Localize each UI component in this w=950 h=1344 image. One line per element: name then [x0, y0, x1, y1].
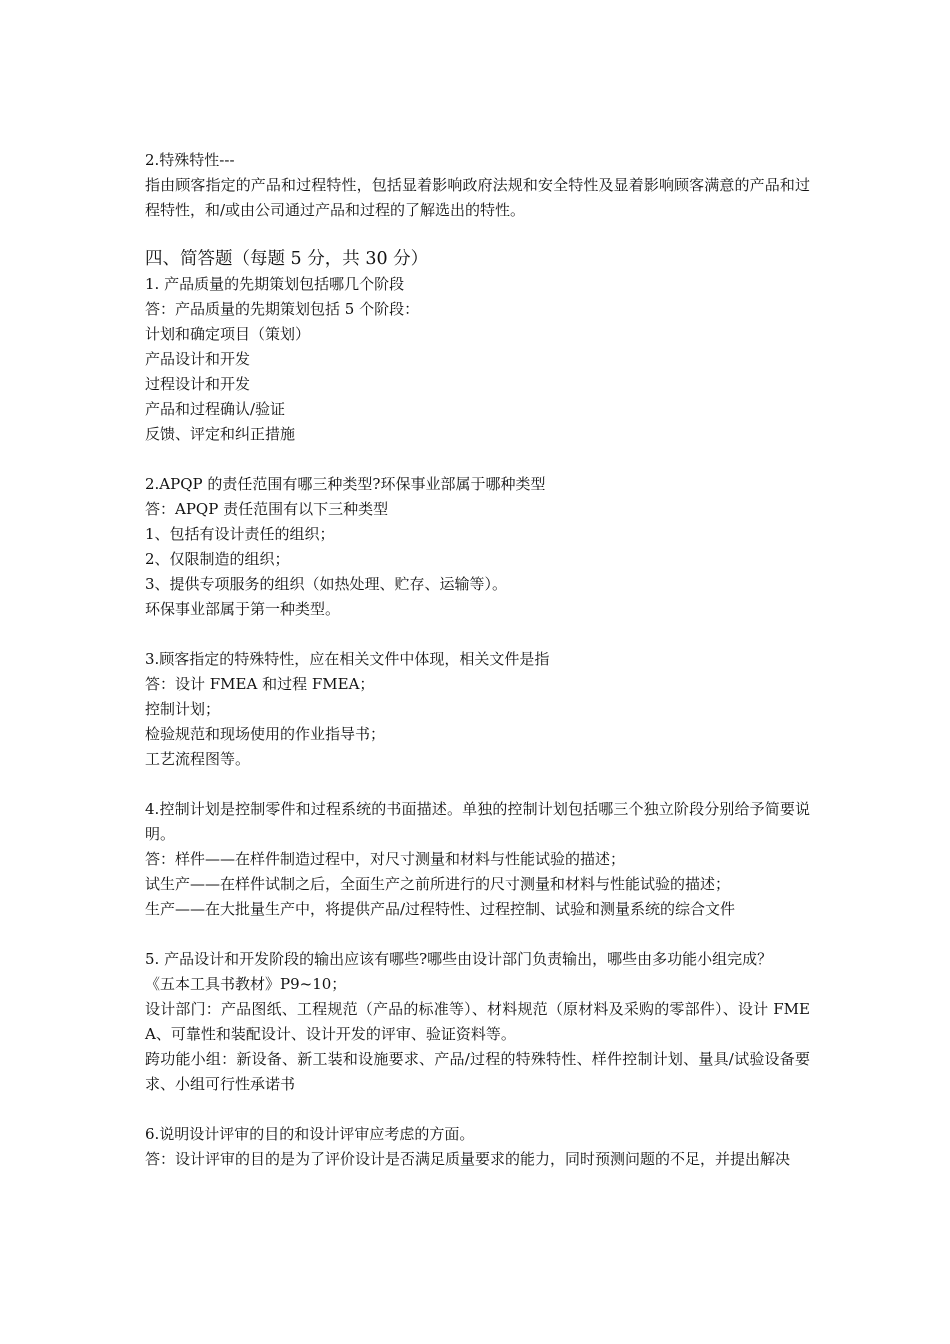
question-2: 2.APQP 的责任范围有哪三种类型?环保事业部属于哪种类型 [145, 475, 546, 493]
answer-line: 答：样件——在样件制造过程中，对尺寸测量和材料与性能试验的描述； [145, 850, 626, 868]
answer-paragraph: 跨功能小组：新设备、新工装和设施要求、产品/过程的特殊特性、样件控制计划、量具/试验设备要求、小组可行性承诺书 [145, 1050, 810, 1093]
question-5: 5. 产品设计和开发阶段的输出应该有哪些?哪些由设计部门负责输出，哪些由多功能小组完成？ [145, 950, 773, 968]
spacer [145, 223, 810, 246]
question-4: 4.控制计划是控制零件和过程系统的书面描述。单独的控制计划包括哪三个独立阶段分别给予简要说明。 [145, 800, 810, 843]
answer-line: 1、包括有设计责任的组织； [145, 525, 335, 543]
answer-line: 2、仅限制造的组织； [145, 550, 290, 568]
spacer [145, 922, 810, 947]
section-four-title: 四、简答题（每题 5 分，共 30 分） [145, 249, 429, 269]
answer-line: 产品和过程确认/验证 [145, 400, 286, 418]
answer-line: 检验规范和现场使用的作业指导书； [145, 725, 386, 743]
spacer [145, 447, 810, 472]
answer-line: 计划和确定项目（策划） [145, 325, 311, 343]
question-6: 6.说明设计评审的目的和设计评审应考虑的方面。 [145, 1125, 475, 1143]
answer-paragraph: 答：设计评审的目的是为了评价设计是否满足质量要求的能力，同时预测问题的不足，并提出解决 [145, 1150, 791, 1168]
question-1: 1. 产品质量的先期策划包括哪几个阶段 [145, 275, 405, 293]
spacer [145, 1097, 810, 1122]
answer-line: 答：APQP 责任范围有以下三种类型 [145, 500, 389, 518]
special-characteristics-definition: 指由顾客指定的产品和过程特性，包括显着影响政府法规和安全特性及显着影响顾客满意的产品和过程特性，和/或由公司通过产品和过程的了解选出的特性。 [145, 176, 810, 219]
answer-line: 过程设计和开发 [145, 375, 251, 393]
spacer [145, 622, 810, 647]
special-characteristics-heading: 2.特殊特性--- [145, 151, 235, 169]
answer-line: 工艺流程图等。 [145, 750, 251, 768]
answer-line: 生产——在大批量生产中，将提供产品/过程特性、过程控制、试验和测量系统的综合文件 [145, 900, 736, 918]
answer-line: 产品设计和开发 [145, 350, 251, 368]
answer-line: 环保事业部属于第一种类型。 [145, 600, 341, 618]
answer-line: 答：设计 FMEA 和过程 FMEA； [145, 675, 375, 693]
question-3: 3.顾客指定的特殊特性，应在相关文件中体现，相关文件是指 [145, 650, 550, 668]
answer-paragraph: 设计部门：产品图纸、工程规范（产品的标准等）、材料规范（原材料及采购的零部件）、设计 FMEA、可靠性和装配设计、设计开发的评审、验证资料等。 [145, 1000, 810, 1043]
answer-line: 反馈、评定和纠正措施 [145, 425, 296, 443]
answer-line: 控制计划； [145, 700, 221, 718]
spacer [145, 772, 810, 797]
answer-line: 答：产品质量的先期策划包括 5 个阶段： [145, 300, 420, 318]
answer-line: 试生产——在样件试制之后，全面生产之前所进行的尺寸测量和材料与性能试验的描述； [145, 875, 731, 893]
document-page [145, 148, 810, 1172]
answer-line: 《五本工具书教材》P9~10； [145, 975, 347, 993]
answer-line: 3、提供专项服务的组织（如热处理、贮存、运输等）。 [145, 575, 508, 593]
